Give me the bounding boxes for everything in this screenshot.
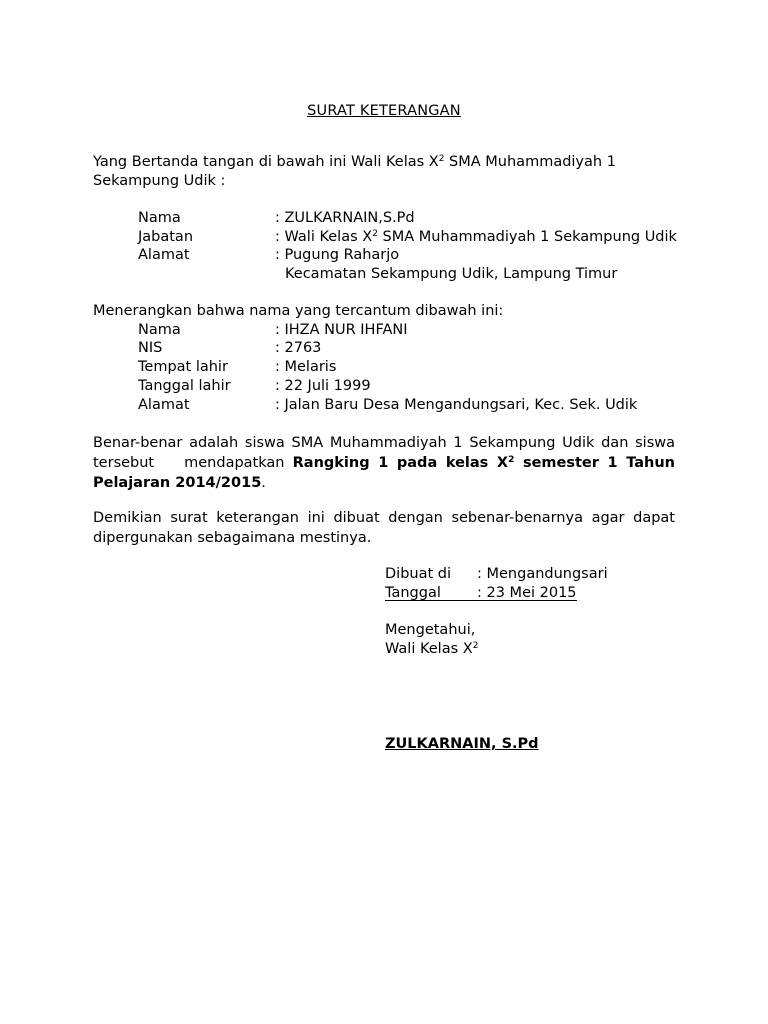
student-nama-label: Nama [138,322,181,338]
body-bold-pre: Rangking 1 pada kelas X [292,455,509,471]
student-tempat-value: : Melaris [275,359,337,375]
dibuat-label: Dibuat di [385,566,452,582]
closing-paragraph: Demikian surat keterangan ini dibuat dengan sebenar-benarnya agar dapat dipergunakan sebagaimana mestinya. [93,510,675,546]
signer-alamat-label: Alamat [138,247,190,263]
signer-jabatan-value [275,228,677,247]
signer-name: ZULKARNAIN, S.Pd [385,736,539,752]
student-tempat-label: Tempat lahir [138,359,228,375]
student-tanggal-label: Tanggal lahir [138,378,231,394]
body-bold-post: semester 1 Tahun Pelajaran 2014/2015 [93,455,675,491]
intro-text-after: SMA Muhammadiyah 1 [444,154,616,170]
body-part2: mendapatkan [184,455,285,471]
body-part1: Benar-benar adalah siswa SMA Muhammadiyah 1 Sekampung Udik dan siswa tersebut [93,435,675,471]
body-paragraph [93,433,675,493]
student-nis-label: NIS [138,340,163,356]
signer-alamat-value: : Pugung Raharjo [275,247,400,263]
tanggal-value: : 23 Mei 2015 [477,585,577,601]
body-end: . [261,475,266,491]
body-bold-statement [93,455,675,491]
signer-jabatan-pre: : Wali Kelas X [275,229,373,245]
intro-text: Yang Bertanda tangan di bawah ini Wali Kelas X [93,154,439,170]
dibuat-value: : Mengandungsari [477,566,608,582]
tanggal-label: Tanggal [385,585,441,601]
student-nama-value: : IHZA NUR IHFANI [275,322,408,338]
statement-intro: Menerangkan bahwa nama yang tercantum dibawah ini: [93,303,504,319]
signer-nama-label: Nama [138,210,181,226]
signer-jabatan-superscript: 2 [372,229,378,239]
signer-role [385,640,478,659]
intro-paragraph [93,153,675,191]
signer-nama-value: : ZULKARNAIN,S.Pd [275,210,415,226]
student-alamat-label: Alamat [138,397,190,413]
body-bold-superscript: 2 [508,455,515,465]
student-alamat-value: : Jalan Baru Desa Mengandungsari, Kec. Sek. Udik [275,397,638,413]
signer-alamat-line2: Kecamatan Sekampung Udik, Lampung Timur [285,266,618,282]
signer-role-superscript: 2 [472,641,479,651]
intro-line2: Sekampung Udik : [93,173,226,189]
student-tanggal-value: : 22 Juli 1999 [275,378,371,394]
mengetahui-text: Mengetahui, [385,622,476,638]
intro-superscript: 2 [438,154,445,164]
signer-jabatan-label: Jabatan [138,229,194,245]
student-nis-value: : 2763 [275,340,322,356]
signer-role-text: Wali Kelas X [385,641,473,657]
letter-title: SURAT KETERANGAN [307,103,461,119]
signer-jabatan-post: SMA Muhammadiyah 1 Sekampung Udik [377,229,677,245]
